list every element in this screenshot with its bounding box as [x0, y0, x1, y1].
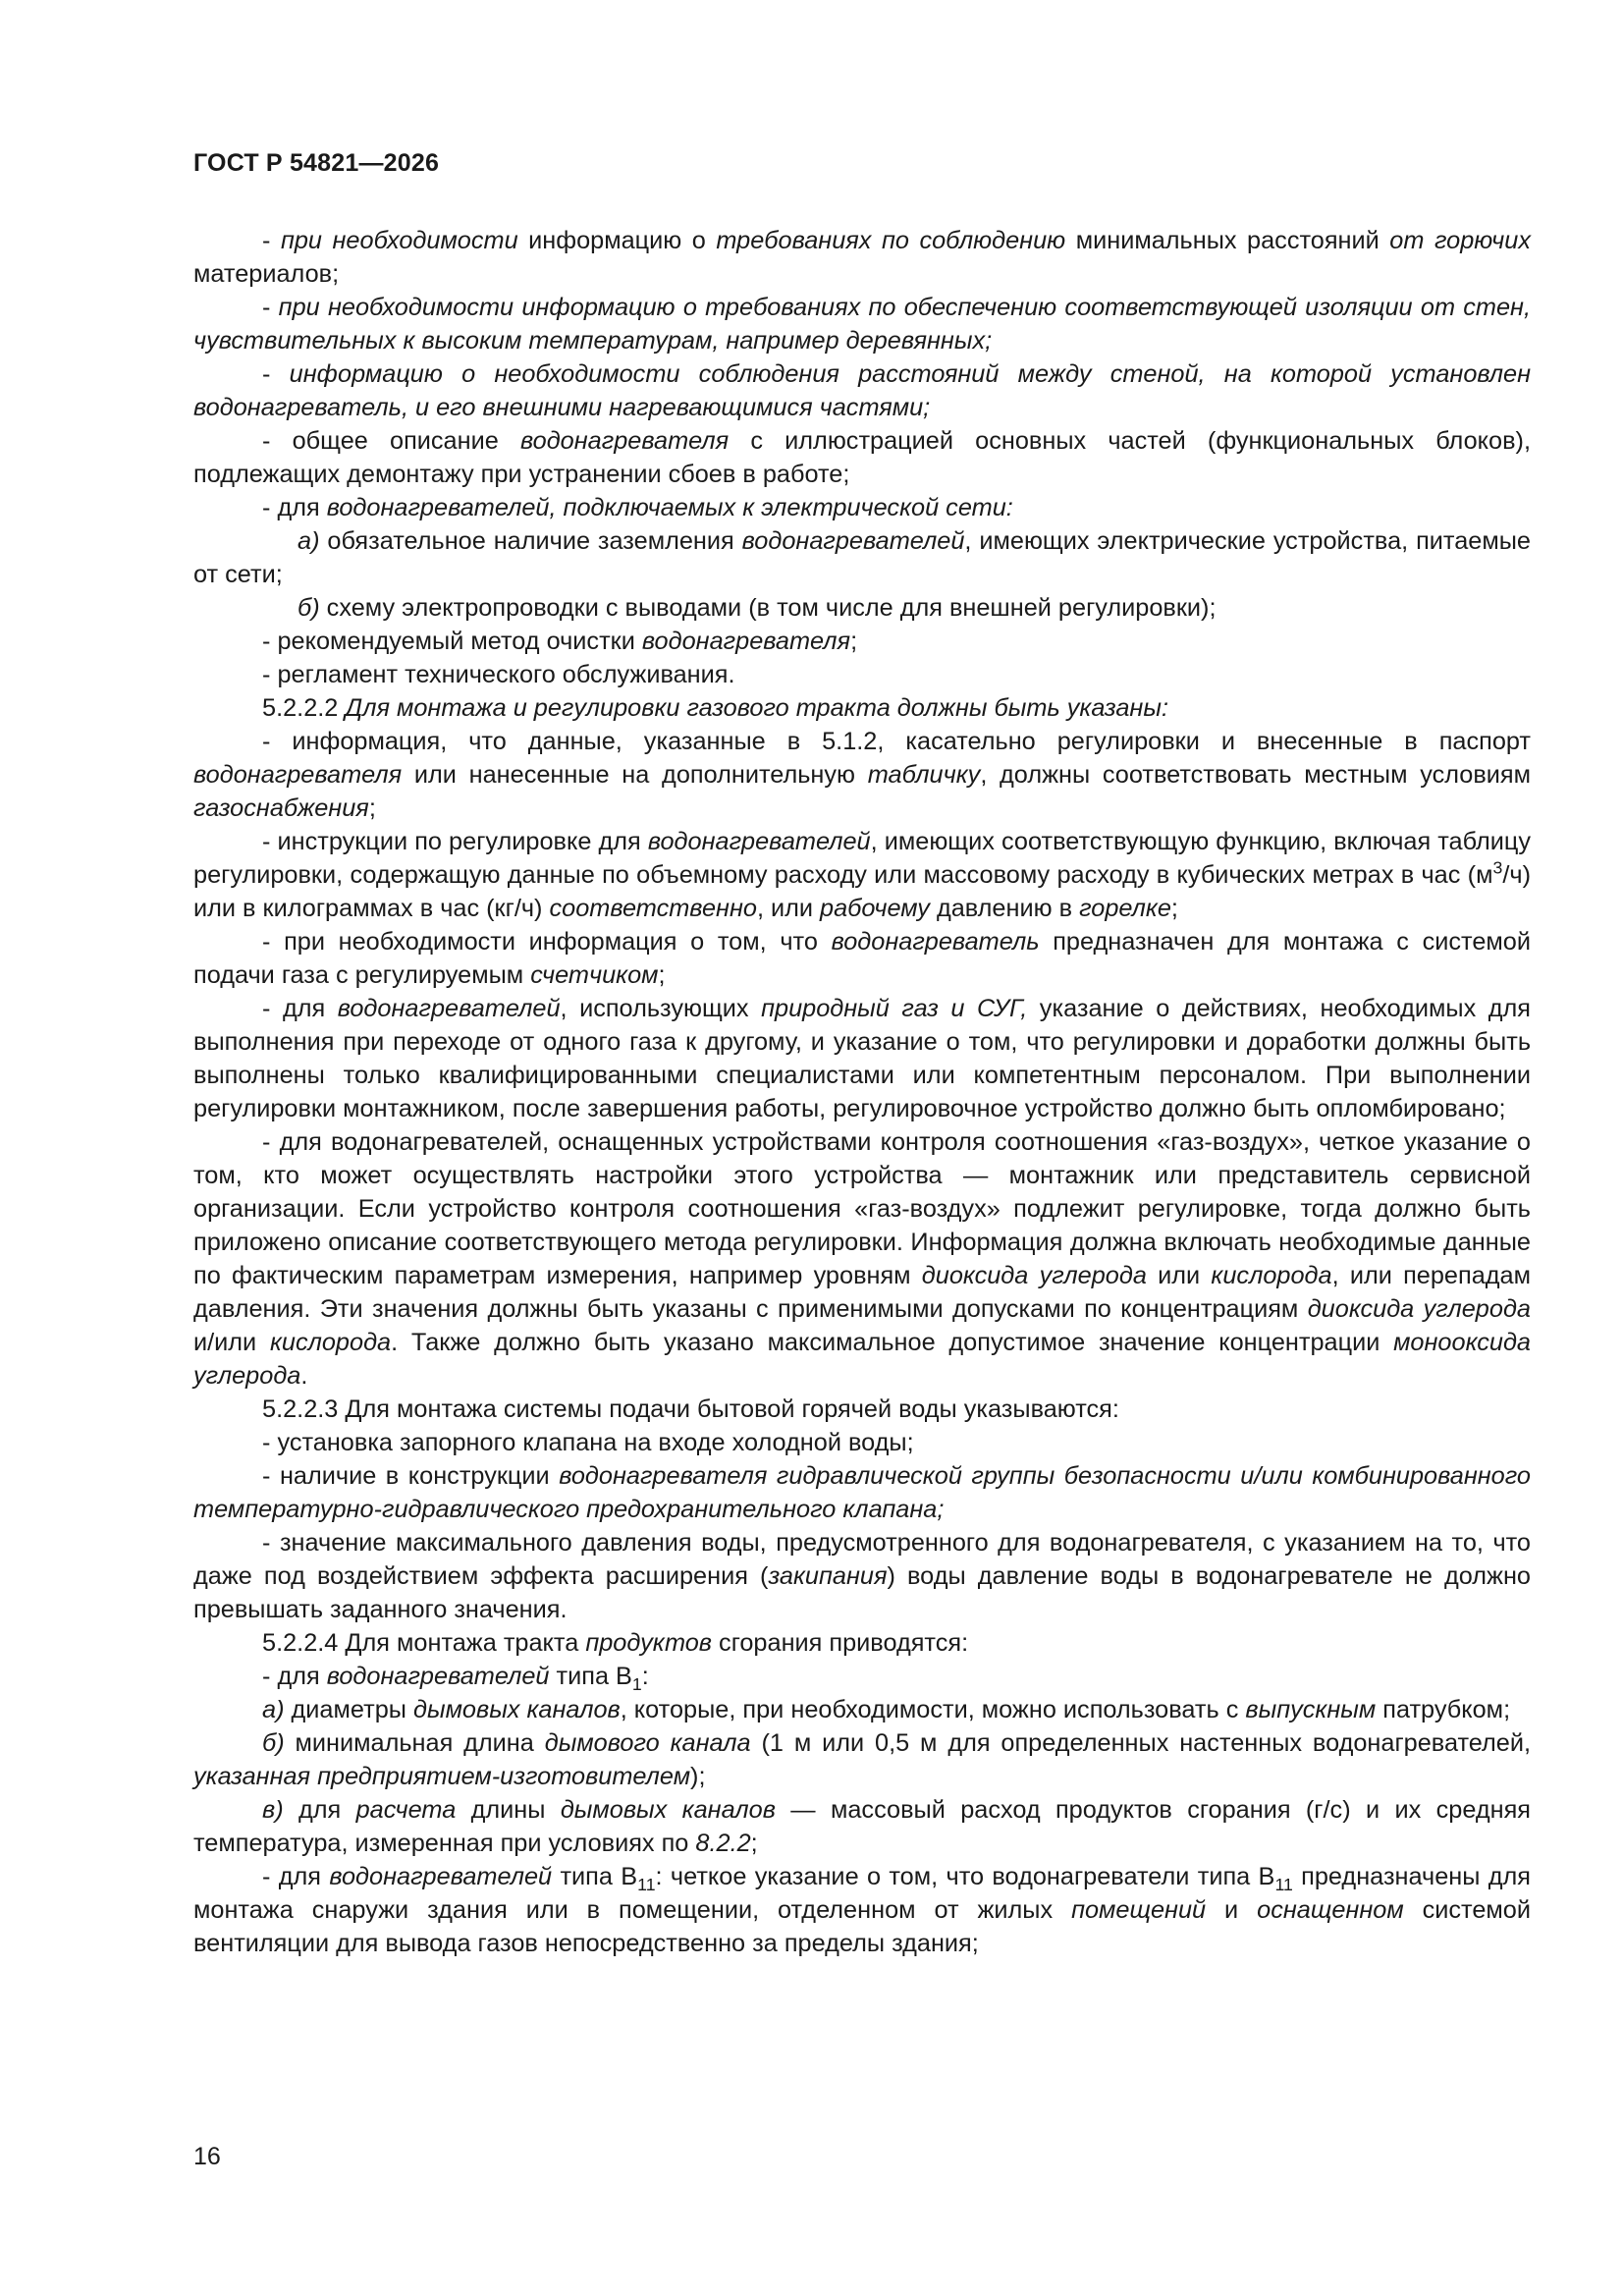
text-run: диаметры: [284, 1696, 413, 1723]
document-body: [193, 224, 1531, 1960]
text-run: предназначены для монтажа снаружи здания или в помещении, отделенном от жилых: [193, 1863, 1531, 1924]
text-run: - установка запорного клапана на входе холодной воды;: [262, 1429, 914, 1456]
paragraph: [193, 825, 1531, 925]
paragraph: [193, 491, 1531, 524]
paragraph: [193, 625, 1531, 658]
emphasis-text: водонагревателя: [193, 761, 403, 789]
emphasis-text: водонагревателя гидравлической группы безопасности и/или комбинированного температурно-гидравлического предохранительного клапана;: [193, 1462, 1531, 1523]
paragraph: [193, 1726, 1531, 1793]
emphasis-text: водонагревателей: [741, 527, 965, 555]
text-run: : четкое указание о том, что водонагреватели типа В: [655, 1863, 1275, 1890]
paragraph: [193, 925, 1531, 992]
paragraph: [193, 224, 1531, 291]
document-code-header: ГОСТ Р 54821—2026: [193, 149, 440, 177]
paragraph: [193, 1860, 1531, 1960]
text-run: типа В: [549, 1663, 632, 1690]
emphasis-text: при необходимости: [280, 227, 518, 254]
text-run: (1 м или 0,5 м для определенных настенных водонагревателей,: [750, 1729, 1531, 1757]
paragraph: [193, 725, 1531, 825]
emphasis-text: монооксида углерода: [193, 1329, 1531, 1390]
emphasis-text: продуктов: [585, 1629, 713, 1657]
paragraph: [193, 1793, 1531, 1860]
text-run: ;: [750, 1830, 758, 1857]
emphasis-text: от горючих: [1389, 227, 1531, 254]
emphasis-text: соответственно: [549, 895, 757, 922]
text-run: , которые, при необходимости, можно использовать с: [620, 1696, 1246, 1723]
text-run: , или: [756, 895, 821, 922]
text-run: , или перепадам давления. Эти значения должны быть указаны с применимыми допусками по концентрациям: [193, 1262, 1531, 1323]
page-number: 16: [193, 2143, 221, 2170]
text-run: - для: [262, 494, 327, 521]
text-run: схему электропроводки с выводами (в том числе для внешней регулировки);: [319, 594, 1217, 622]
emphasis-text: водонагревателей, подключаемых к электрической сети:: [326, 494, 1013, 521]
paragraph: [193, 1526, 1531, 1626]
text-run: с иллюстрацией основных частей (функциональных блоков), подлежащих демонтажу при устранении сбоев в работе;: [193, 427, 1531, 488]
paragraph: [193, 524, 1531, 591]
paragraph: [193, 1393, 1531, 1426]
subscript: 11: [637, 1875, 656, 1895]
text-run: информацию о: [517, 227, 717, 254]
text-run: - инструкции по регулировке для: [262, 828, 648, 855]
text-run: обязательное наличие заземления: [319, 527, 742, 555]
text-run: , имеющих соответствующую функцию, включая таблицу регулировки, содержащую данные по объемному расходу или массовому расходу в кубических метрах в час (м: [193, 828, 1531, 889]
text-run: ;: [850, 628, 858, 655]
text-run: минимальных расстояний: [1065, 227, 1390, 254]
text-run: -: [262, 227, 281, 254]
emphasis-text: в): [262, 1796, 284, 1824]
text-run: ) воды давление воды в водонагревателе не должно превышать заданного значения.: [193, 1562, 1531, 1623]
paragraph: [193, 1626, 1531, 1660]
text-run: , должны соответствовать местным условиям: [980, 761, 1531, 789]
text-run: - регламент технического обслуживания.: [262, 661, 735, 688]
text-run: давлению в: [929, 895, 1080, 922]
emphasis-text: б): [262, 1729, 285, 1757]
text-run: , использующих: [560, 995, 762, 1022]
text-run: минимальная длина: [284, 1729, 545, 1757]
text-run: сгорания приводятся:: [712, 1629, 969, 1657]
emphasis-text: Для монтажа и регулировки газового тракта должны быть указаны:: [345, 694, 1168, 722]
emphasis-text: оснащенном: [1257, 1896, 1404, 1924]
text-run: . Также должно быть указано максимальное допустимое значение концентрации: [391, 1329, 1394, 1356]
emphasis-text: горелке: [1079, 895, 1171, 922]
text-run: /ч) или в килограммах в час (кг/ч): [193, 861, 1531, 922]
paragraph: [193, 992, 1531, 1125]
text-run: и: [1206, 1896, 1258, 1924]
text-run: - рекомендуемый метод очистки: [262, 628, 642, 655]
emphasis-text: б): [298, 594, 320, 622]
text-run: материалов;: [193, 260, 340, 288]
text-run: системой вентиляции для вывода газов непосредственно за пределы здания;: [193, 1896, 1532, 1957]
paragraph: [193, 691, 1531, 725]
text-run: - наличие в конструкции: [262, 1462, 560, 1490]
paragraph: [193, 291, 1531, 357]
emphasis-text: а): [298, 527, 320, 555]
text-run: );: [690, 1763, 706, 1790]
emphasis-text: водонагревателей: [326, 1663, 550, 1690]
text-run: для: [283, 1796, 356, 1824]
emphasis-text: помещений: [1071, 1896, 1207, 1924]
paragraph: [193, 424, 1531, 491]
emphasis-text: кислорода: [1211, 1262, 1332, 1289]
text-run: патрубком;: [1376, 1696, 1511, 1723]
text-run: -: [262, 360, 290, 388]
emphasis-text: указанная предприятием-изготовителем: [193, 1763, 691, 1790]
text-run: -: [262, 294, 279, 321]
emphasis-text: диоксида углерода: [921, 1262, 1147, 1289]
text-run: или: [1146, 1262, 1212, 1289]
emphasis-text: при необходимости информацию о требованиях по обеспечению соответствующей изоляции от стен, чувствительных к высоким температурам, например деревянных;: [193, 294, 1531, 355]
paragraph: [193, 591, 1531, 625]
emphasis-text: газоснабжения: [193, 794, 369, 822]
text-run: - для: [262, 995, 338, 1022]
emphasis-text: водонагревателей: [329, 1863, 553, 1890]
text-run: ;: [368, 794, 376, 822]
superscript: 3: [1492, 857, 1503, 878]
text-run: — массовый расход продуктов сгорания (г/с) и их средняя температура, измеренная при условиях по: [193, 1796, 1531, 1857]
text-run: типа В: [552, 1863, 638, 1890]
emphasis-text: дымовых каналов: [412, 1696, 621, 1723]
emphasis-text: дымовых каналов: [560, 1796, 776, 1824]
emphasis-text: выпускным: [1245, 1696, 1377, 1723]
text-run: - для: [262, 1663, 327, 1690]
emphasis-text: природный газ и СУГ,: [761, 995, 1028, 1022]
emphasis-text: табличку: [867, 761, 981, 789]
emphasis-text: 8.2.2: [695, 1830, 751, 1857]
text-run: - значение максимального давления воды, предусмотренного для водонагревателя, с указанием на то, что даже под воздействием эффекта расширения (: [193, 1529, 1531, 1590]
emphasis-text: информацию о необходимости соблюдения расстояний между стеной, на которой установлен водонагреватель, и его внешними нагревающимися частями;: [193, 360, 1532, 421]
emphasis-text: счетчиком: [530, 961, 659, 989]
paragraph: [193, 357, 1531, 424]
text-run: 5.2.2.3 Для монтажа системы подачи бытовой горячей воды указываются:: [262, 1395, 1119, 1423]
emphasis-text: диоксида углерода: [1307, 1295, 1531, 1323]
subscript: 11: [1274, 1875, 1293, 1895]
emphasis-text: требованиях по соблюдению: [716, 227, 1066, 254]
paragraph: [193, 1426, 1531, 1459]
text-run: и/или: [193, 1329, 270, 1356]
emphasis-text: закипания: [768, 1562, 888, 1590]
text-run: :: [641, 1663, 649, 1690]
emphasis-text: водонагревателя: [641, 628, 851, 655]
paragraph: [193, 1660, 1531, 1693]
subscript: 1: [631, 1674, 642, 1695]
emphasis-text: водонагревателей: [647, 828, 871, 855]
text-run: ;: [658, 961, 666, 989]
emphasis-text: водонагревателя: [519, 427, 730, 455]
text-run: ;: [1170, 895, 1178, 922]
text-run: предназначен для монтажа с системой подачи газа с регулируемым: [193, 928, 1531, 989]
emphasis-text: а): [262, 1696, 285, 1723]
emphasis-text: кислорода: [269, 1329, 392, 1356]
text-run: - для водонагревателей, оснащенных устройствами контроля соотношения «газ-воздух», четкое указание о том, кто может осуществлять настройки этого устройства — монтажник или представитель сервисной организации. Если устройство контроля соотношения «газ-воздух» подлежит регулировке, тогда должно быть приложено описание соответствующего метода регулировки. Информация должна включать необходимые данные по фактическим параметрам измерения, например уровням: [193, 1128, 1531, 1289]
emphasis-text: водонагревателей: [337, 995, 561, 1022]
text-run: указание о действиях, необходимых для выполнения при переходе от одного газа к другому, и указание о том, что регулировки и доработки должны быть выполнены только квалифицированными специалистами или компетентным персоналом. При выполнении регулировки монтажником, после завершения работы, регулировочное устройство должно быть опломбировано;: [193, 995, 1531, 1122]
text-run: - при необходимости информация о том, что: [262, 928, 832, 956]
text-run: , имеющих электрические устройства, питаемые от сети;: [193, 527, 1531, 588]
text-run: длины: [456, 1796, 561, 1824]
text-run: - общее описание: [262, 427, 520, 455]
text-run: - информация, что данные, указанные в 5.1.2, касательно регулировки и внесенные в паспорт: [262, 728, 1531, 755]
paragraph: [193, 658, 1531, 691]
text-run: или нанесенные на дополнительную: [402, 761, 868, 789]
paragraph: [193, 1459, 1531, 1526]
emphasis-text: рабочему: [820, 895, 930, 922]
emphasis-text: расчета: [355, 1796, 457, 1824]
emphasis-text: водонагреватель: [831, 928, 1040, 956]
text-run: 5.2.2.4 Для монтажа тракта: [262, 1629, 586, 1657]
emphasis-text: дымового канала: [544, 1729, 751, 1757]
text-run: - для: [262, 1863, 330, 1890]
paragraph: [193, 1125, 1531, 1393]
text-run: 5.2.2.2: [262, 694, 346, 722]
paragraph: [193, 1693, 1531, 1726]
text-run: .: [300, 1362, 308, 1390]
